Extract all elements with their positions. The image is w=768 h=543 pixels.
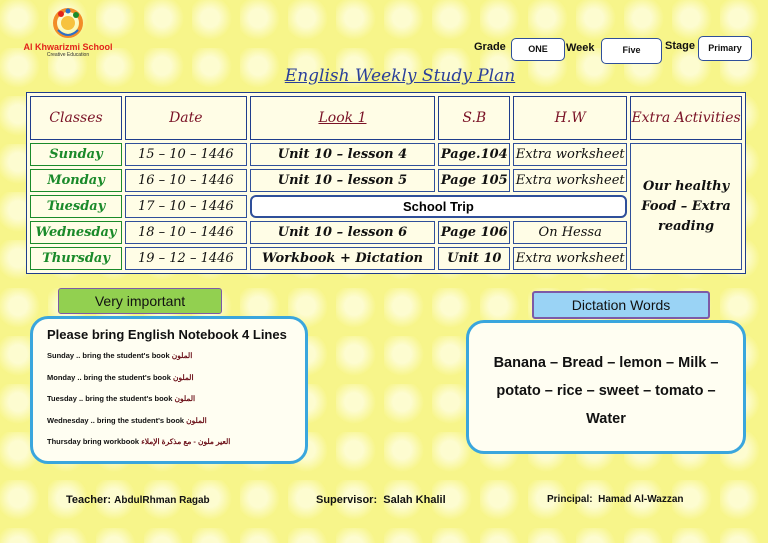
day-cell: Monday bbox=[30, 169, 122, 192]
page-title-text: English Weekly Study Plan bbox=[284, 66, 516, 86]
date-cell: 18 – 10 – 1446 bbox=[125, 221, 247, 244]
reminder-arabic: الملون bbox=[171, 351, 193, 360]
date-cell: 19 – 12 – 1446 bbox=[125, 247, 247, 270]
header-look: Look 1 bbox=[250, 96, 436, 140]
reminder-line bbox=[47, 394, 305, 416]
lesson-cell: Unit 10 – lesson 4 bbox=[250, 143, 436, 166]
study-plan-table bbox=[26, 92, 746, 274]
teacher-name: AbdulRhman Ragab bbox=[114, 495, 210, 506]
student-book-cell: Unit 10 bbox=[438, 247, 510, 270]
reminder-text: Thursday bring workbook bbox=[47, 437, 140, 446]
reminder-line bbox=[47, 351, 305, 373]
page-title bbox=[0, 66, 768, 86]
table-header-row bbox=[30, 96, 742, 140]
header-sb: S.B bbox=[438, 96, 510, 140]
date-cell: 15 – 10 – 1446 bbox=[125, 143, 247, 166]
header-classes: Classes bbox=[30, 96, 122, 140]
reminder-arabic: الملون bbox=[174, 394, 196, 403]
reminder-text: Tuesday .. bring the student's book bbox=[47, 394, 173, 403]
header-extra-activities: Extra Activities bbox=[630, 96, 742, 140]
reminder-line bbox=[47, 416, 305, 438]
dictation-words-text: Banana – Bread – lemon – Milk – potato – rice – sweet – tomato – Water bbox=[493, 355, 719, 427]
reminder-line bbox=[47, 437, 305, 459]
extra-activities-cell bbox=[630, 143, 742, 270]
principal-label: Principal: bbox=[547, 494, 593, 505]
lesson-cell: Workbook + Dictation bbox=[250, 247, 436, 270]
grade-label: Grade bbox=[474, 41, 506, 53]
reminder-line bbox=[47, 373, 305, 395]
teacher-signature bbox=[66, 494, 210, 506]
header-hw: H.W bbox=[513, 96, 627, 140]
day-cell: Thursday bbox=[30, 247, 122, 270]
student-book-cell: Page 105 bbox=[438, 169, 510, 192]
very-important-badge: Very important bbox=[58, 288, 222, 314]
school-name: Al Khwarizmi School bbox=[23, 42, 113, 52]
lesson-cell: Unit 10 – lesson 5 bbox=[250, 169, 436, 192]
stage-label: Stage bbox=[665, 40, 695, 52]
week-field: Five bbox=[601, 38, 662, 64]
reminder-text: Monday .. bring the student's book bbox=[47, 372, 171, 382]
grade-field: ONE bbox=[511, 38, 565, 61]
reminder-text: Sunday .. bring the student's book bbox=[47, 351, 170, 360]
header-date: Date bbox=[125, 96, 247, 140]
day-cell: Wednesday bbox=[30, 221, 122, 244]
school-logo bbox=[18, 6, 118, 70]
homework-cell: Extra worksheet bbox=[513, 143, 627, 166]
school-emblem-icon bbox=[48, 6, 88, 40]
school-trip-cell: School Trip bbox=[250, 195, 627, 218]
homework-cell: On Hessa bbox=[513, 221, 627, 244]
table-row bbox=[30, 143, 742, 166]
dictation-words-box bbox=[466, 320, 746, 454]
dictation-words-badge: Dictation Words bbox=[532, 291, 710, 319]
student-book-cell: Page 106 bbox=[438, 221, 510, 244]
supervisor-name: Salah Khalil bbox=[383, 494, 446, 506]
student-book-cell: Page.104 bbox=[438, 143, 510, 166]
homework-cell: Extra worksheet bbox=[513, 169, 627, 192]
week-label: Week bbox=[566, 42, 595, 54]
important-notes-box bbox=[30, 316, 308, 464]
homework-cell: Extra worksheet bbox=[513, 247, 627, 270]
principal-name: Hamad Al-Wazzan bbox=[598, 494, 684, 505]
supervisor-label: Supervisor: bbox=[316, 494, 378, 506]
teacher-label: Teacher: bbox=[66, 494, 112, 506]
supervisor-signature bbox=[316, 494, 446, 506]
stage-field: Primary bbox=[698, 36, 752, 61]
lesson-cell: Unit 10 – lesson 6 bbox=[250, 221, 436, 244]
reminder-arabic: الملون bbox=[172, 372, 194, 382]
reminder-arabic: الملون bbox=[186, 415, 207, 425]
day-cell: Sunday bbox=[30, 143, 122, 166]
reminder-text: Wednesday .. bring the student's book bbox=[47, 415, 185, 425]
principal-signature bbox=[547, 494, 684, 505]
date-cell: 16 – 10 – 1446 bbox=[125, 169, 247, 192]
extra-activities-text: Our healthy Food – Extra reading bbox=[641, 178, 731, 234]
notebook-reminder: Please bring English Notebook 4 Lines bbox=[47, 327, 287, 342]
reminder-arabic: العير ملون - مع مذكرة الإملاء bbox=[141, 437, 231, 446]
date-cell: 17 – 10 – 1446 bbox=[125, 195, 247, 218]
day-cell: Tuesday bbox=[30, 195, 122, 218]
school-tagline: Creative Education bbox=[46, 52, 90, 58]
